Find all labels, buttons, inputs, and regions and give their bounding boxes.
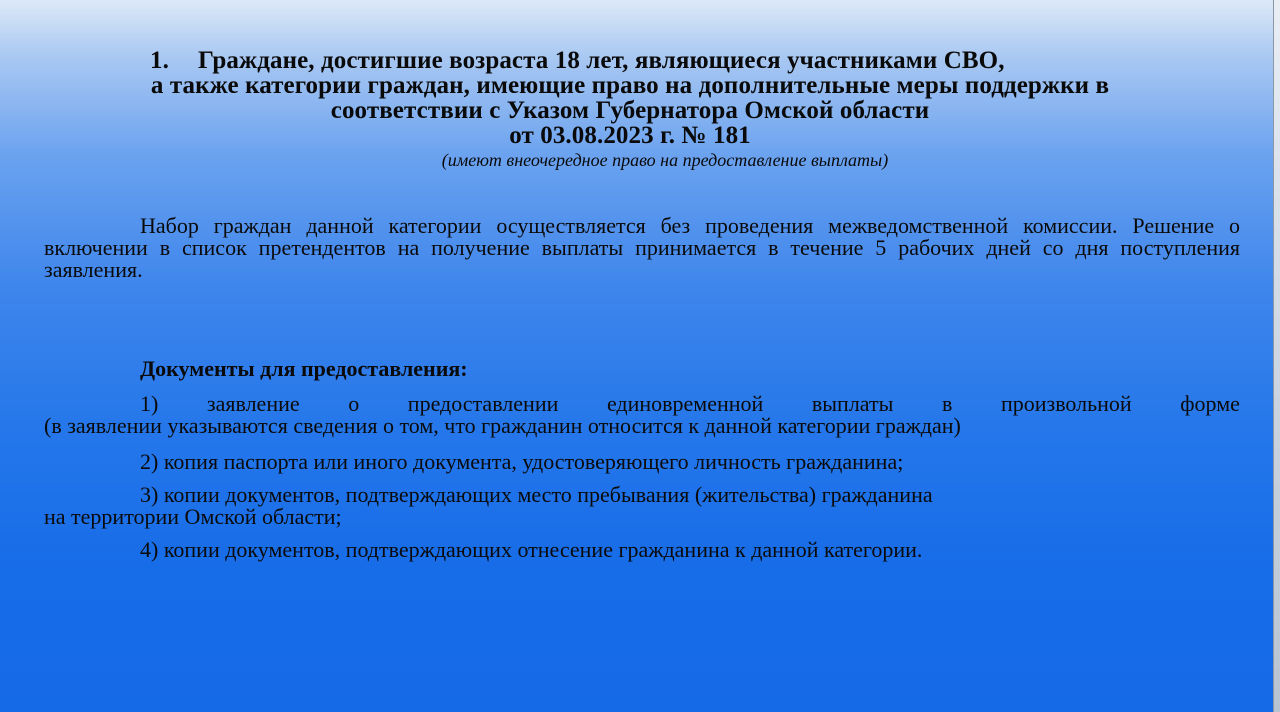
document-item-3-line-1: 3) копии документов, подтверждающих место пребывания (жительства) гражданина — [140, 482, 933, 507]
slide-title — [40, 48, 1280, 148]
item-1-word: выплаты — [811, 391, 894, 416]
documents-heading: Документы для предоставления: — [140, 356, 468, 381]
document-item-2: 2) копия паспорта или иного документа, удостоверяющего личность гражданина; — [140, 449, 904, 474]
title-line-1 — [40, 48, 1280, 73]
item-1-word: единовременной — [606, 391, 764, 416]
document-item-4: 4) копии документов, подтверждающих отнесение гражданина к данной категории. — [140, 537, 923, 562]
item-1-word: о — [348, 391, 360, 416]
item-1-word: 1) — [140, 391, 159, 416]
document-item-3-line-2: на территории Омской области; — [44, 504, 342, 529]
title-line-4: от 03.08.2023 г. № 181 — [509, 122, 751, 149]
slide-subtitle: (имеют внеочередное право на предоставление выплаты) — [441, 150, 889, 170]
item-1-word: предоставлении — [407, 391, 559, 416]
title-line-3: соответствии с Указом Губернатора Омской области — [330, 97, 930, 124]
intro-text: Набор граждан данной категории осуществляется без проведения межведомственной комиссии. Решение о включении в список претендентов на получение выплаты принимается в течение 5 рабочих дней со дня поступления заявления. — [44, 213, 1240, 282]
intro-paragraph — [44, 215, 1240, 281]
item-1-word: произвольной — [1000, 391, 1132, 416]
document-item-1-line-1 — [140, 393, 1240, 415]
item-1-word: заявление — [206, 391, 300, 416]
document-item-1-line-2: (в заявлении указываются сведения о том, что гражданин относится к данной категории граждан) — [44, 413, 961, 438]
item-1-word: форме — [1180, 391, 1240, 416]
title-line-1-text: Граждане, достигшие возраста 18 лет, являющиеся участниками СВО, — [198, 47, 1005, 74]
item-1-word: в — [941, 391, 953, 416]
title-number: 1. — [150, 47, 169, 74]
title-line-2: а также категории граждан, имеющие право на дополнительные меры поддержки в — [150, 72, 1110, 99]
